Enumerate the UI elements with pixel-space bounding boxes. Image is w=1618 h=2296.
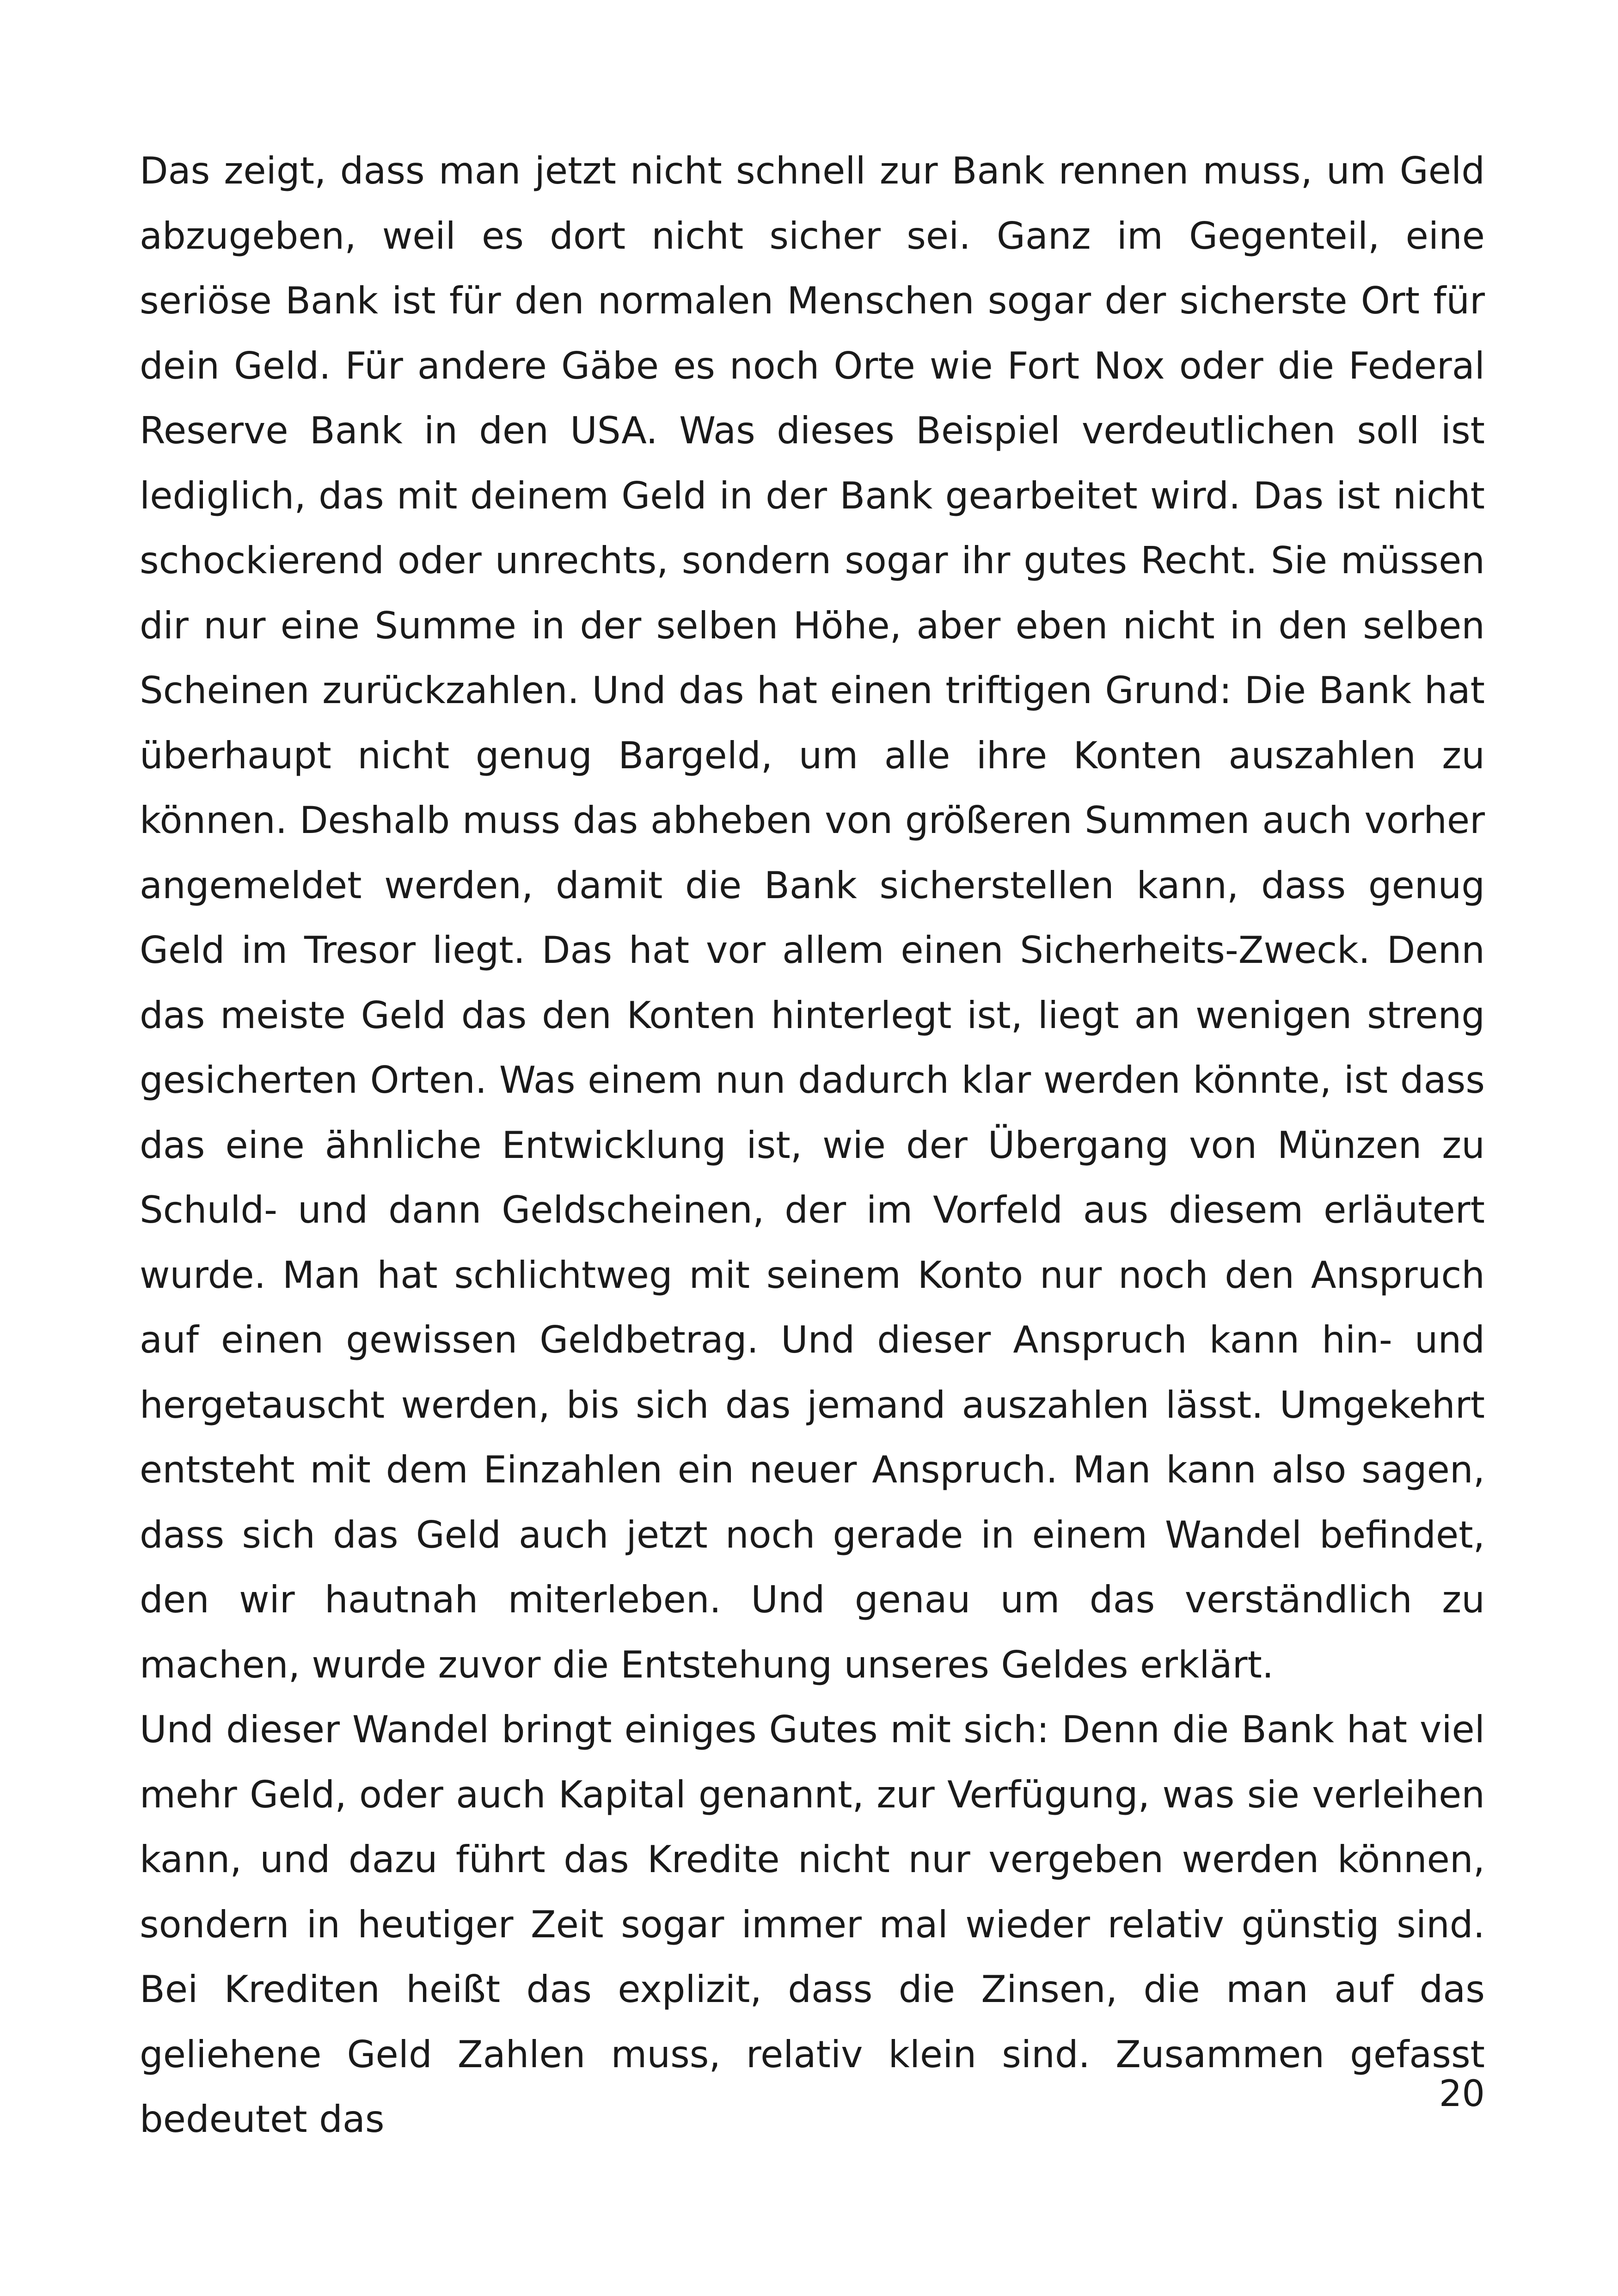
body-text [140,139,1485,2152]
paragraph-2: Und dieser Wandel bringt einiges Gutes mit sich: Denn die Bank hat viel mehr Geld, oder auch Kapital genannt, zur Verfügung, was sie verleihen kann, und dazu führt das Kredite nicht nur vergeben werden können, sondern in heutiger Zeit sogar immer mal wieder relativ günstig sind. Bei Krediten heißt das explizit, dass die Zinsen, die man auf das geliehene Geld Zahlen muss, relativ klein sind. Zusammen gefasst bedeutet das [140,1708,1485,2141]
paragraph-1: Das zeigt, dass man jetzt nicht schnell zur Bank rennen muss, um Geld abzugeben, weil es dort nicht sicher sei. Ganz im Gegenteil, eine seriöse Bank ist für den normalen Menschen sogar der sicherste Ort für dein Geld. Für andere Gäbe es noch Orte wie Fort Nox oder die Federal Reserve Bank in den USA. Was dieses Beispiel verdeutlichen soll ist lediglich, das mit deinem Geld in der Bank gearbeitet wird. Das ist nicht schockierend oder unrechts, sondern sogar ihr gutes Recht. Sie müssen dir nur eine Summe in der selben Höhe, aber eben nicht in den selben Scheinen zurückzahlen. Und das hat einen triftigen Grund: Die Bank hat überhaupt nicht genug Bargeld, um alle ihre Konten auszahlen zu können. Deshalb muss das abheben von größeren Summen auch vorher angemeldet werden, damit die Bank sicherstellen kann, dass genug Geld im Tresor liegt. Das hat vor allem einen Sicherheits-Zweck. Denn das meiste Geld das den Konten hinterlegt ist, liegt an wenigen streng gesicherten Orten. Was einem nun dadurch klar werden könnte, ist dass das eine ähnliche Entwicklung ist, wie der Übergang von Münzen zu Schuld- und dann Geldscheinen, der im Vorfeld aus diesem erläutert wurde. Man hat schlichtweg mit seinem Konto nur noch den Anspruch auf einen gewissen Geldbetrag. Und dieser Anspruch kann hin- und hergetauscht werden, bis sich das jemand auszahlen lässt. Umgekehrt entsteht mit dem Einzahlen ein neuer Anspruch. Man kann also sagen, dass sich das Geld auch jetzt noch gerade in einem Wandel befindet, den wir hautnah miterleben. Und genau um das verständlich zu machen, wurde zuvor die Entstehung unseres Geldes erklärt. [140,149,1485,1686]
page-number: 20 [1439,2073,1485,2115]
